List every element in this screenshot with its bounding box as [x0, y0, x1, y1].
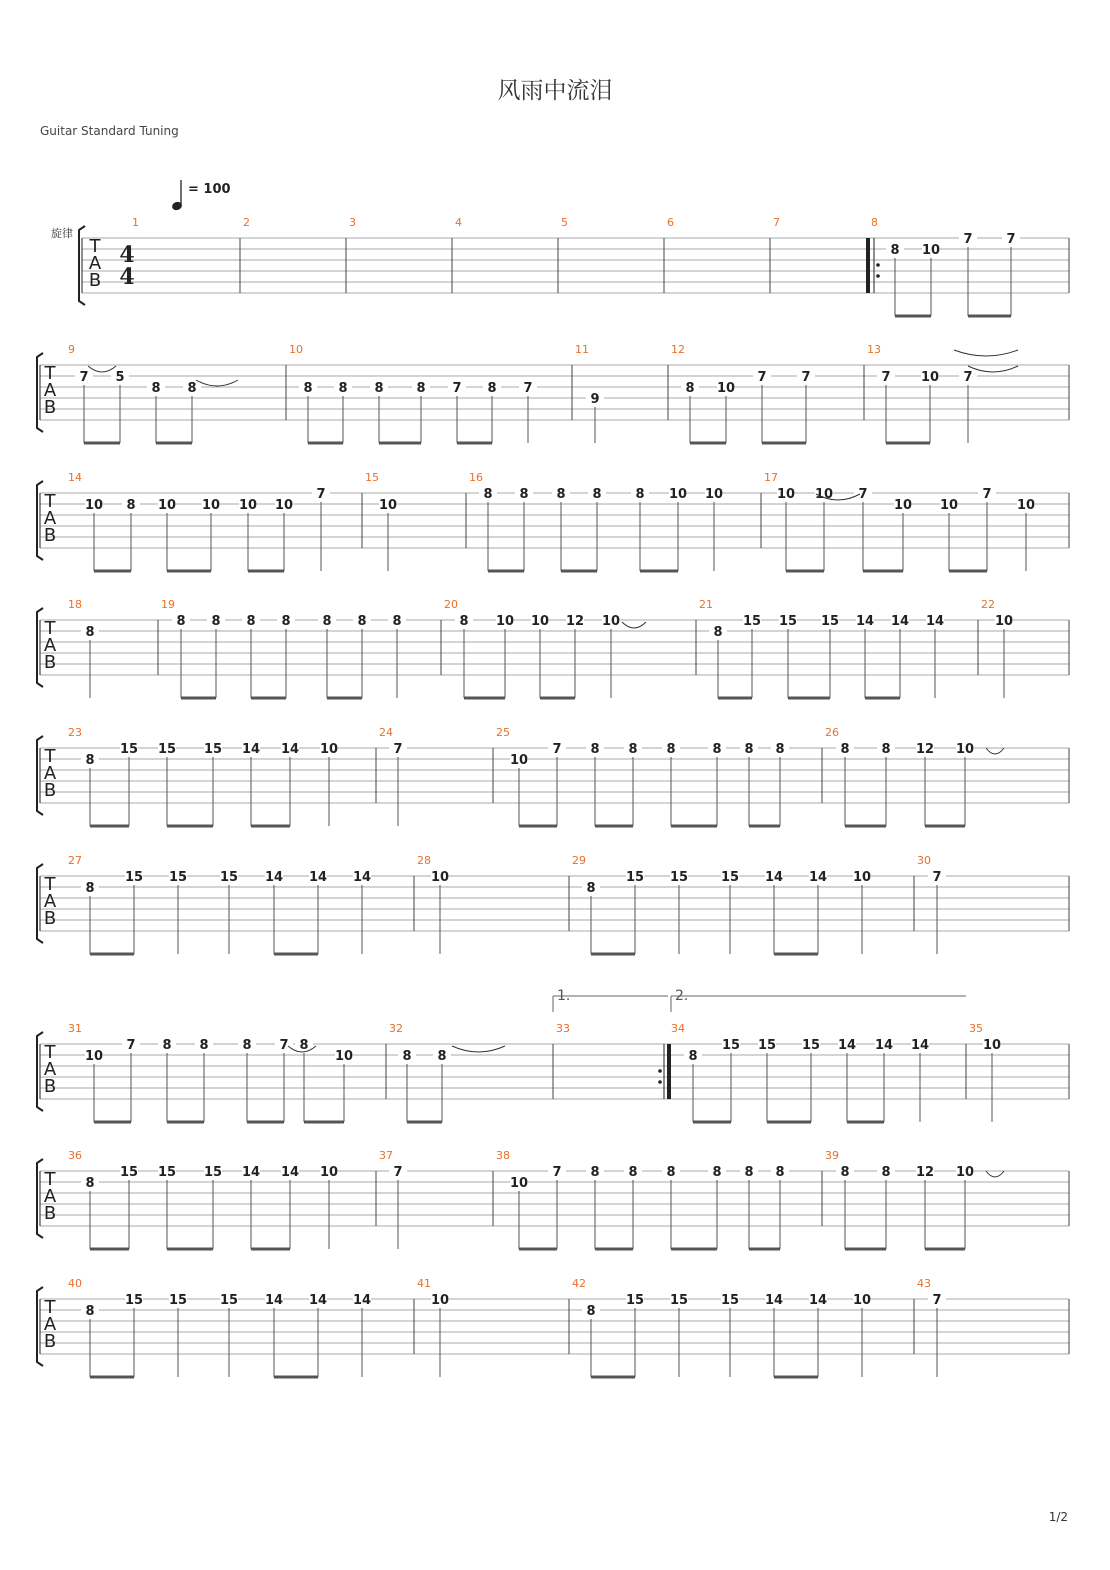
- fret-number: 14: [280, 1165, 300, 1180]
- fret-number: 10: [852, 870, 872, 885]
- tab-clef-letter: B: [43, 397, 57, 418]
- measure-number: 24: [379, 726, 393, 739]
- fret-number: 8: [712, 1165, 722, 1180]
- tab-clef-letter: A: [43, 1186, 57, 1207]
- tab-clef-letter: B: [43, 780, 57, 801]
- fret-number: 8: [713, 625, 723, 640]
- measure-number: 3: [349, 216, 356, 229]
- measure-number: 32: [389, 1022, 403, 1035]
- fret-number: 15: [720, 870, 740, 885]
- fret-number: 7: [452, 381, 462, 396]
- tab-clef-letter: A: [43, 508, 57, 529]
- repeat-dot: [658, 1069, 662, 1073]
- fret-number: 8: [483, 487, 493, 502]
- fret-number: 8: [392, 614, 402, 629]
- time-signature-numerator: 4: [119, 242, 135, 268]
- measure-number: 25: [496, 726, 510, 739]
- fret-number: 8: [402, 1049, 412, 1064]
- tab-clef-letter: T: [44, 363, 56, 384]
- fret-number: 8: [775, 1165, 785, 1180]
- tab-clef-letter: A: [43, 1314, 57, 1335]
- tab-clef-letter: A: [43, 380, 57, 401]
- fret-number: 14: [910, 1038, 930, 1053]
- fret-number: 7: [523, 381, 533, 396]
- measure-number: 2: [243, 216, 250, 229]
- fret-number: 7: [982, 487, 992, 502]
- fret-number: 7: [316, 487, 326, 502]
- fret-number: 10: [982, 1038, 1002, 1053]
- fret-number: 8: [590, 742, 600, 757]
- fret-number: 10: [334, 1049, 354, 1064]
- fret-number: 10: [716, 381, 736, 396]
- fret-number: 14: [925, 614, 945, 629]
- fret-number: 10: [238, 498, 258, 513]
- measure-number: 12: [671, 343, 685, 356]
- fret-number: 14: [764, 1293, 784, 1308]
- fret-number: 8: [592, 487, 602, 502]
- measure-number: 6: [667, 216, 674, 229]
- fret-number: 15: [219, 1293, 239, 1308]
- fret-number: 10: [955, 1165, 975, 1180]
- fret-number: 8: [712, 742, 722, 757]
- fret-number: 8: [881, 1165, 891, 1180]
- measure-number: 26: [825, 726, 839, 739]
- fret-number: 7: [801, 370, 811, 385]
- fret-number: 14: [280, 742, 300, 757]
- fret-number: 15: [157, 742, 177, 757]
- fret-number: 10: [994, 614, 1014, 629]
- tab-clef-letter: T: [44, 874, 56, 895]
- fret-number: 8: [590, 1165, 600, 1180]
- fret-number: 8: [416, 381, 426, 396]
- tab-clef-letter: B: [43, 908, 57, 929]
- fret-number: 8: [211, 614, 221, 629]
- tab-clef-letter: A: [43, 1059, 57, 1080]
- fret-number: 8: [357, 614, 367, 629]
- fret-number: 10: [274, 498, 294, 513]
- measure-number: 38: [496, 1149, 510, 1162]
- measure-number: 5: [561, 216, 568, 229]
- fret-number: 7: [1006, 232, 1016, 247]
- volta-2-label: 2.: [675, 988, 689, 1004]
- song-title: 风雨中流泪: [497, 78, 613, 104]
- fret-number: 8: [151, 381, 161, 396]
- measure-number: 10: [289, 343, 303, 356]
- measure-number: 41: [417, 1277, 431, 1290]
- measure-number: 35: [969, 1022, 983, 1035]
- fret-number: 8: [775, 742, 785, 757]
- fret-number: 15: [168, 870, 188, 885]
- measure-number: 34: [671, 1022, 685, 1035]
- fret-number: 8: [635, 487, 645, 502]
- fret-number: 8: [666, 1165, 676, 1180]
- tab-clef-letter: A: [43, 635, 57, 656]
- tab-clef-letter: A: [88, 253, 102, 274]
- tab-clef-letter: B: [88, 270, 102, 291]
- repeat-dot: [658, 1080, 662, 1084]
- fret-number: 15: [124, 870, 144, 885]
- fret-number: 15: [203, 742, 223, 757]
- fret-number: 8: [187, 381, 197, 396]
- measure-number: 42: [572, 1277, 586, 1290]
- measure-number: 15: [365, 471, 379, 484]
- measure-number: 31: [68, 1022, 82, 1035]
- fret-number: 15: [119, 742, 139, 757]
- fret-number: 8: [322, 614, 332, 629]
- measure-number: 13: [867, 343, 881, 356]
- fret-number: 7: [79, 370, 89, 385]
- fret-number: 15: [778, 614, 798, 629]
- fret-number: 10: [430, 1293, 450, 1308]
- fret-number: 8: [299, 1038, 309, 1053]
- tab-clef-letter: B: [43, 652, 57, 673]
- measure-number: 28: [417, 854, 431, 867]
- measure-number: 36: [68, 1149, 82, 1162]
- fret-number: 10: [776, 487, 796, 502]
- fret-number: 8: [890, 243, 900, 258]
- fret-number: 8: [666, 742, 676, 757]
- fret-number: 10: [814, 487, 834, 502]
- fret-number: 15: [625, 870, 645, 885]
- measure-number: 14: [68, 471, 82, 484]
- fret-number: 10: [704, 487, 724, 502]
- tab-clef-letter: T: [44, 491, 56, 512]
- fret-number: 8: [85, 881, 95, 896]
- measure-number: 33: [556, 1022, 570, 1035]
- fret-number: 7: [963, 370, 973, 385]
- fret-number: 15: [124, 1293, 144, 1308]
- fret-number: 10: [852, 1293, 872, 1308]
- fret-number: 12: [915, 742, 935, 757]
- fret-number: 10: [668, 487, 688, 502]
- fret-number: 8: [688, 1049, 698, 1064]
- measure-number: 27: [68, 854, 82, 867]
- fret-number: 14: [837, 1038, 857, 1053]
- tuning-label: Guitar Standard Tuning: [40, 124, 179, 138]
- fret-number: 8: [881, 742, 891, 757]
- tab-clef-letter: T: [44, 1297, 56, 1318]
- tab-clef-letter: A: [43, 891, 57, 912]
- fret-number: 10: [920, 370, 940, 385]
- fret-number: 14: [264, 1293, 284, 1308]
- fret-number: 14: [808, 870, 828, 885]
- measure-number: 30: [917, 854, 931, 867]
- fret-number: 10: [201, 498, 221, 513]
- measure-number: 19: [161, 598, 175, 611]
- fret-number: 8: [744, 1165, 754, 1180]
- fret-number: 8: [487, 381, 497, 396]
- fret-number: 8: [744, 742, 754, 757]
- fret-number: 7: [963, 232, 973, 247]
- fret-number: 15: [820, 614, 840, 629]
- fret-number: 8: [586, 1304, 596, 1319]
- fret-number: 15: [720, 1293, 740, 1308]
- measure-number: 20: [444, 598, 458, 611]
- fret-number: 9: [590, 392, 600, 407]
- measure-number: 1: [132, 216, 139, 229]
- fret-number: 8: [126, 498, 136, 513]
- track-name: 旋律: [51, 227, 73, 240]
- tie-arc: [986, 1171, 1004, 1177]
- fret-number: 10: [319, 1165, 339, 1180]
- fret-number: 10: [601, 614, 621, 629]
- fret-number: 7: [279, 1038, 289, 1053]
- fret-number: 14: [264, 870, 284, 885]
- fret-number: 12: [915, 1165, 935, 1180]
- fret-number: 14: [352, 1293, 372, 1308]
- fret-number: 7: [552, 1165, 562, 1180]
- fret-number: 8: [840, 1165, 850, 1180]
- fret-number: 8: [85, 753, 95, 768]
- tab-clef-letter: T: [44, 746, 56, 767]
- tab-clef-letter: B: [43, 1203, 57, 1224]
- measure-number: 18: [68, 598, 82, 611]
- fret-number: 10: [921, 243, 941, 258]
- fret-number: 10: [84, 1049, 104, 1064]
- tab-clef-letter: B: [43, 1331, 57, 1352]
- measure-number: 39: [825, 1149, 839, 1162]
- fret-number: 10: [939, 498, 959, 513]
- tab-clef-letter: T: [44, 618, 56, 639]
- measure-number: 21: [699, 598, 713, 611]
- fret-number: 10: [430, 870, 450, 885]
- fret-number: 14: [241, 1165, 261, 1180]
- measure-number: 11: [575, 343, 589, 356]
- fret-number: 8: [685, 381, 695, 396]
- tab-clef-letter: T: [44, 1169, 56, 1190]
- tie-arc: [622, 622, 646, 628]
- repeat-start-thick-bar: [866, 238, 870, 293]
- tempo-marking: = 100: [188, 182, 231, 197]
- fret-number: 7: [757, 370, 767, 385]
- fret-number: 8: [519, 487, 529, 502]
- fret-number: 7: [932, 1293, 942, 1308]
- fret-number: 7: [881, 370, 891, 385]
- fret-number: 8: [85, 1304, 95, 1319]
- fret-number: 12: [565, 614, 585, 629]
- fret-number: 7: [932, 870, 942, 885]
- tie-arc: [986, 748, 1004, 754]
- tab-clef-letter: B: [43, 1076, 57, 1097]
- fret-number: 10: [509, 1176, 529, 1191]
- fret-number: 14: [764, 870, 784, 885]
- measure-number: 37: [379, 1149, 393, 1162]
- measure-number: 8: [871, 216, 878, 229]
- fret-number: 14: [808, 1293, 828, 1308]
- fret-number: 10: [893, 498, 913, 513]
- fret-number: 8: [242, 1038, 252, 1053]
- fret-number: 8: [840, 742, 850, 757]
- measure-number: 23: [68, 726, 82, 739]
- fret-number: 8: [303, 381, 313, 396]
- fret-number: 8: [281, 614, 291, 629]
- fret-number: 7: [393, 742, 403, 757]
- fret-number: 14: [352, 870, 372, 885]
- fret-number: 8: [199, 1038, 209, 1053]
- fret-number: 8: [556, 487, 566, 502]
- fret-number: 10: [84, 498, 104, 513]
- fret-number: 10: [378, 498, 398, 513]
- measure-number: 7: [773, 216, 780, 229]
- fret-number: 10: [509, 753, 529, 768]
- fret-number: 15: [669, 870, 689, 885]
- fret-number: 7: [393, 1165, 403, 1180]
- page-number: 1/2: [1048, 1510, 1068, 1524]
- fret-number: 15: [801, 1038, 821, 1053]
- volta-1-label: 1.: [557, 988, 571, 1004]
- measure-number: 43: [917, 1277, 931, 1290]
- fret-number: 8: [628, 1165, 638, 1180]
- fret-number: 8: [437, 1049, 447, 1064]
- repeat-end-thick-bar: [667, 1044, 671, 1099]
- fret-number: 7: [858, 487, 868, 502]
- fret-number: 15: [219, 870, 239, 885]
- fret-number: 8: [628, 742, 638, 757]
- fret-number: 7: [552, 742, 562, 757]
- tab-clef-letter: B: [43, 525, 57, 546]
- fret-number: 8: [162, 1038, 172, 1053]
- tab-clef-letter: A: [43, 763, 57, 784]
- measure-number: 40: [68, 1277, 82, 1290]
- measure-number: 9: [68, 343, 75, 356]
- fret-number: 10: [495, 614, 515, 629]
- fret-number: 8: [176, 614, 186, 629]
- time-signature-denominator: 4: [119, 264, 135, 290]
- fret-number: 15: [742, 614, 762, 629]
- fret-number: 14: [890, 614, 910, 629]
- fret-number: 8: [586, 881, 596, 896]
- fret-number: 15: [757, 1038, 777, 1053]
- fret-number: 15: [669, 1293, 689, 1308]
- fret-number: 14: [308, 870, 328, 885]
- fret-number: 14: [855, 614, 875, 629]
- tie-arc: [452, 1046, 505, 1052]
- fret-number: 15: [168, 1293, 188, 1308]
- measure-number: 16: [469, 471, 483, 484]
- fret-number: 15: [119, 1165, 139, 1180]
- fret-number: 8: [85, 625, 95, 640]
- fret-number: 8: [85, 1176, 95, 1191]
- fret-number: 10: [157, 498, 177, 513]
- fret-number: 15: [203, 1165, 223, 1180]
- fret-number: 15: [625, 1293, 645, 1308]
- fret-number: 5: [115, 370, 125, 385]
- measure-number: 4: [455, 216, 462, 229]
- fret-number: 10: [955, 742, 975, 757]
- fret-number: 14: [241, 742, 261, 757]
- fret-number: 10: [319, 742, 339, 757]
- repeat-dot: [876, 263, 880, 267]
- measure-number: 22: [981, 598, 995, 611]
- fret-number: 14: [308, 1293, 328, 1308]
- fret-number: 8: [338, 381, 348, 396]
- fret-number: 15: [721, 1038, 741, 1053]
- fret-number: 10: [530, 614, 550, 629]
- fret-number: 10: [1016, 498, 1036, 513]
- measure-number: 17: [764, 471, 778, 484]
- fret-number: 8: [459, 614, 469, 629]
- tie-arc: [954, 350, 1018, 356]
- fret-number: 7: [126, 1038, 136, 1053]
- tab-clef-letter: T: [89, 236, 101, 257]
- fret-number: 14: [874, 1038, 894, 1053]
- measure-number: 29: [572, 854, 586, 867]
- tab-clef-letter: T: [44, 1042, 56, 1063]
- fret-number: 8: [246, 614, 256, 629]
- repeat-dot: [876, 274, 880, 278]
- fret-number: 15: [157, 1165, 177, 1180]
- fret-number: 8: [374, 381, 384, 396]
- tie-arc: [196, 380, 238, 386]
